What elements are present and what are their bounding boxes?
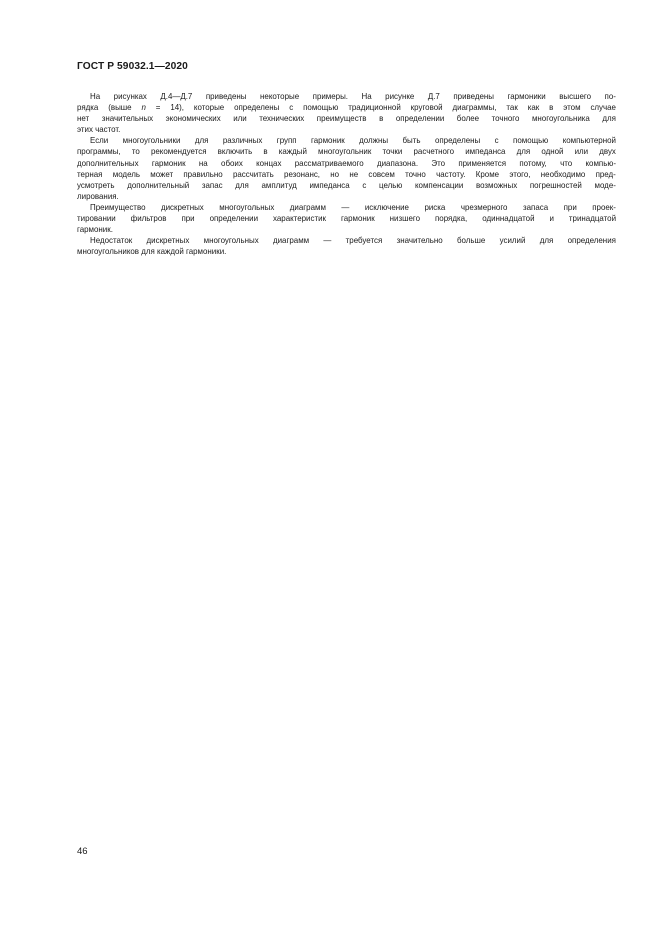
document-header: ГОСТ Р 59032.1—2020 bbox=[77, 61, 188, 72]
text-line: усмотреть дополнительный запас для амплитуд импеданса с целью компенсации возможных погрешностей моде- bbox=[77, 180, 616, 190]
text-line: лирования. bbox=[77, 191, 119, 201]
text-line: Недостаток дискретных многоугольных диаграмм — требуется значительно больше усилий для определения bbox=[90, 236, 616, 246]
text-line: гармоник. bbox=[77, 225, 113, 235]
text-line: дополнительных гармоник на обоих концах рассматриваемого диапазона. Это применяется потому, что компью- bbox=[77, 158, 616, 168]
text-line: тировании фильтров при определении характеристик гармоник низшего порядка, одиннадцатой и тринадцатой bbox=[77, 214, 616, 224]
text-line: многоугольников для каждой гармоники. bbox=[77, 247, 227, 257]
text-line: Если многоугольники для различных групп гармоник должны быть определены с помощью компьютерной bbox=[90, 136, 616, 146]
text-line: этих частот. bbox=[77, 125, 121, 135]
text-line: программы, то рекомендуется включить в каждый многоугольник точки расчетного импеданса для одной или двух bbox=[77, 147, 616, 157]
text-line: На рисунках Д.4—Д.7 приведены некоторые примеры. На рисунке Д.7 приведены гармоники высшего по- bbox=[90, 92, 616, 101]
text-line: терная модель может правильно рассчитать резонанс, но не совсем точно частоту. Кроме этого, необходимо пред- bbox=[77, 169, 616, 179]
page-number: 46 bbox=[77, 846, 88, 857]
text-line: Преимущество дискретных многоугольных диаграмм — исключение риска чрезмерного запаса при проек- bbox=[90, 202, 616, 212]
text-line: рядка (выше n = 14), которые определены с помощью традиционной круговой диаграммы, так как в этом случае bbox=[77, 103, 616, 113]
text-line: нет значительных экономических или технических преимуществ в определении более точного многоугольника для bbox=[77, 114, 616, 124]
document-body bbox=[77, 91, 616, 257]
